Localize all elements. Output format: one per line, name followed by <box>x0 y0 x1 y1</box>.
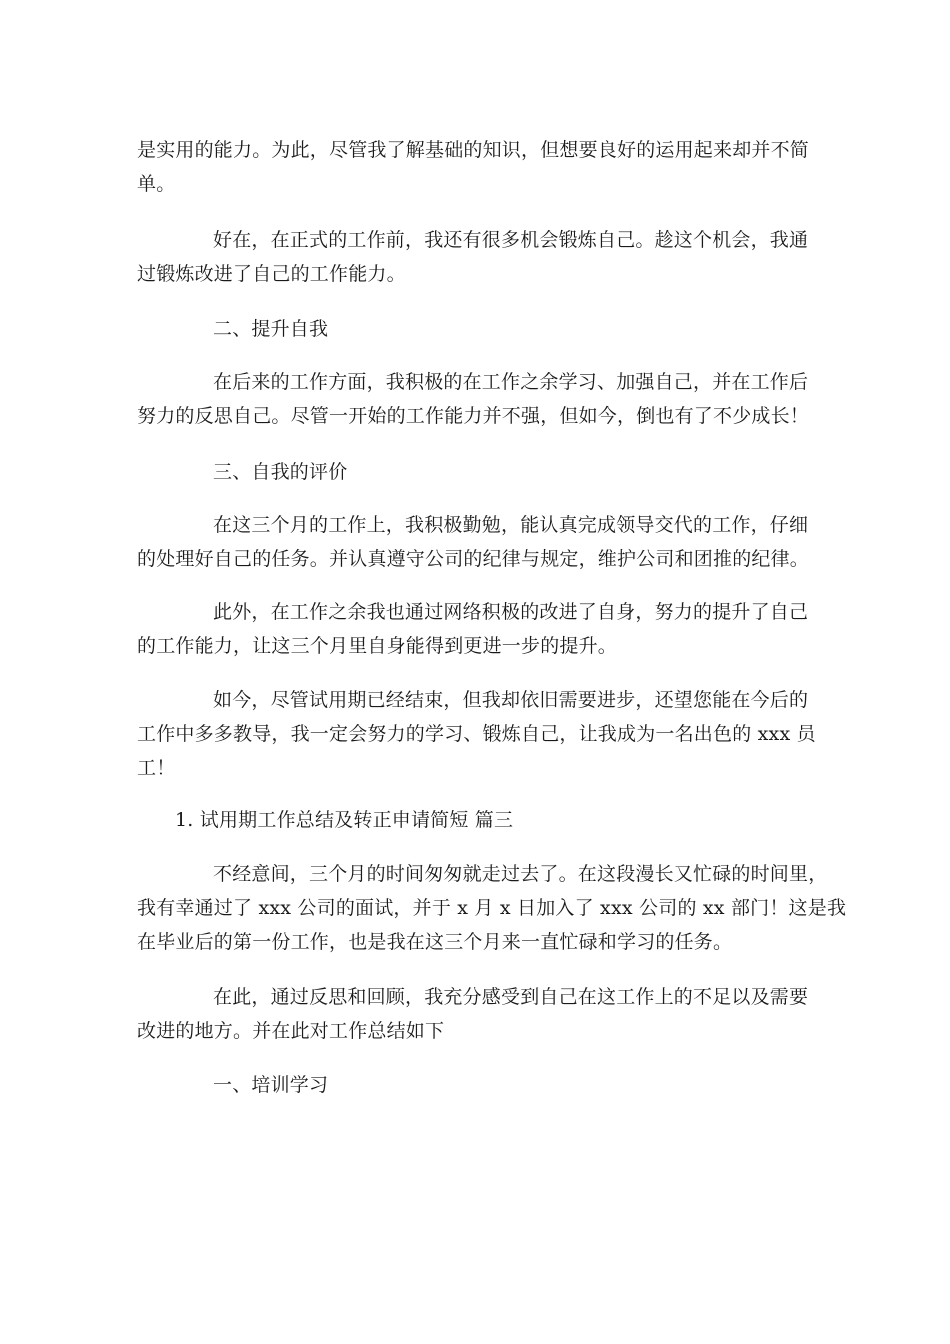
paragraph-line: 单。 <box>137 173 176 195</box>
paragraph-line: 的处理好自己的任务。并认真遵守公司的纪律与规定，维护公司和团推的纪律。 <box>137 548 810 570</box>
paragraph-line: 不经意间，三个月的时间匆匆就走过去了。在这段漫长又忙碌的时间里， <box>213 863 828 885</box>
paragraph-line: 此外，在工作之余我也通过网络积极的改进了自身，努力的提升了自己 <box>213 601 809 623</box>
paragraph-line: 在毕业后的第一份工作，也是我在这三个月来一直忙碌和学习的任务。 <box>137 931 733 953</box>
paragraph-line: 在此，通过反思和回顾，我充分感受到自己在这工作上的不足以及需要 <box>213 986 809 1008</box>
paragraph-line: 是实用的能力。为此，尽管我了解基础的知识，但想要良好的运用起来却并不简 <box>137 139 810 161</box>
section-heading: 二、提升自我 <box>213 318 329 340</box>
paragraph-line: 我有幸通过了 xxx 公司的面试，并于 x 月 x 日加入了 xxx 公司的 xx 部门！这是我 <box>137 897 847 919</box>
paragraph-line: 的工作能力，让这三个月里自身能得到更进一步的提升。 <box>137 635 618 657</box>
paragraph-line: 过锻炼改进了自己的工作能力。 <box>137 263 406 285</box>
paragraph-line: 在这三个月的工作上，我积极勤勉，能认真完成领导交代的工作，仔细 <box>213 514 809 536</box>
section-heading: 一、培训学习 <box>213 1074 329 1096</box>
paragraph-line: 努力的反思自己。尽管一开始的工作能力并不强，但如今，倒也有了不少成长！ <box>137 405 810 427</box>
paragraph-line: 在后来的工作方面，我积极的在工作之余学习、加强自己，并在工作后 <box>213 371 809 393</box>
paragraph-line: 改进的地方。并在此对工作总结如下 <box>137 1020 445 1042</box>
section-title: 1. 试用期工作总结及转正申请简短 篇三 <box>175 809 514 831</box>
paragraph-line: 好在，在正式的工作前，我还有很多机会锻炼自己。趁这个机会，我通 <box>213 229 809 251</box>
section-heading: 三、自我的评价 <box>213 461 348 483</box>
paragraph-line: 工作中多多教导，我一定会努力的学习、锻炼自己，让我成为一名出色的 xxx 员 <box>137 723 816 745</box>
paragraph-line: 如今，尽管试用期已经结束，但我却依旧需要进步，还望您能在今后的 <box>213 689 809 711</box>
paragraph-line: 工！ <box>137 757 176 779</box>
